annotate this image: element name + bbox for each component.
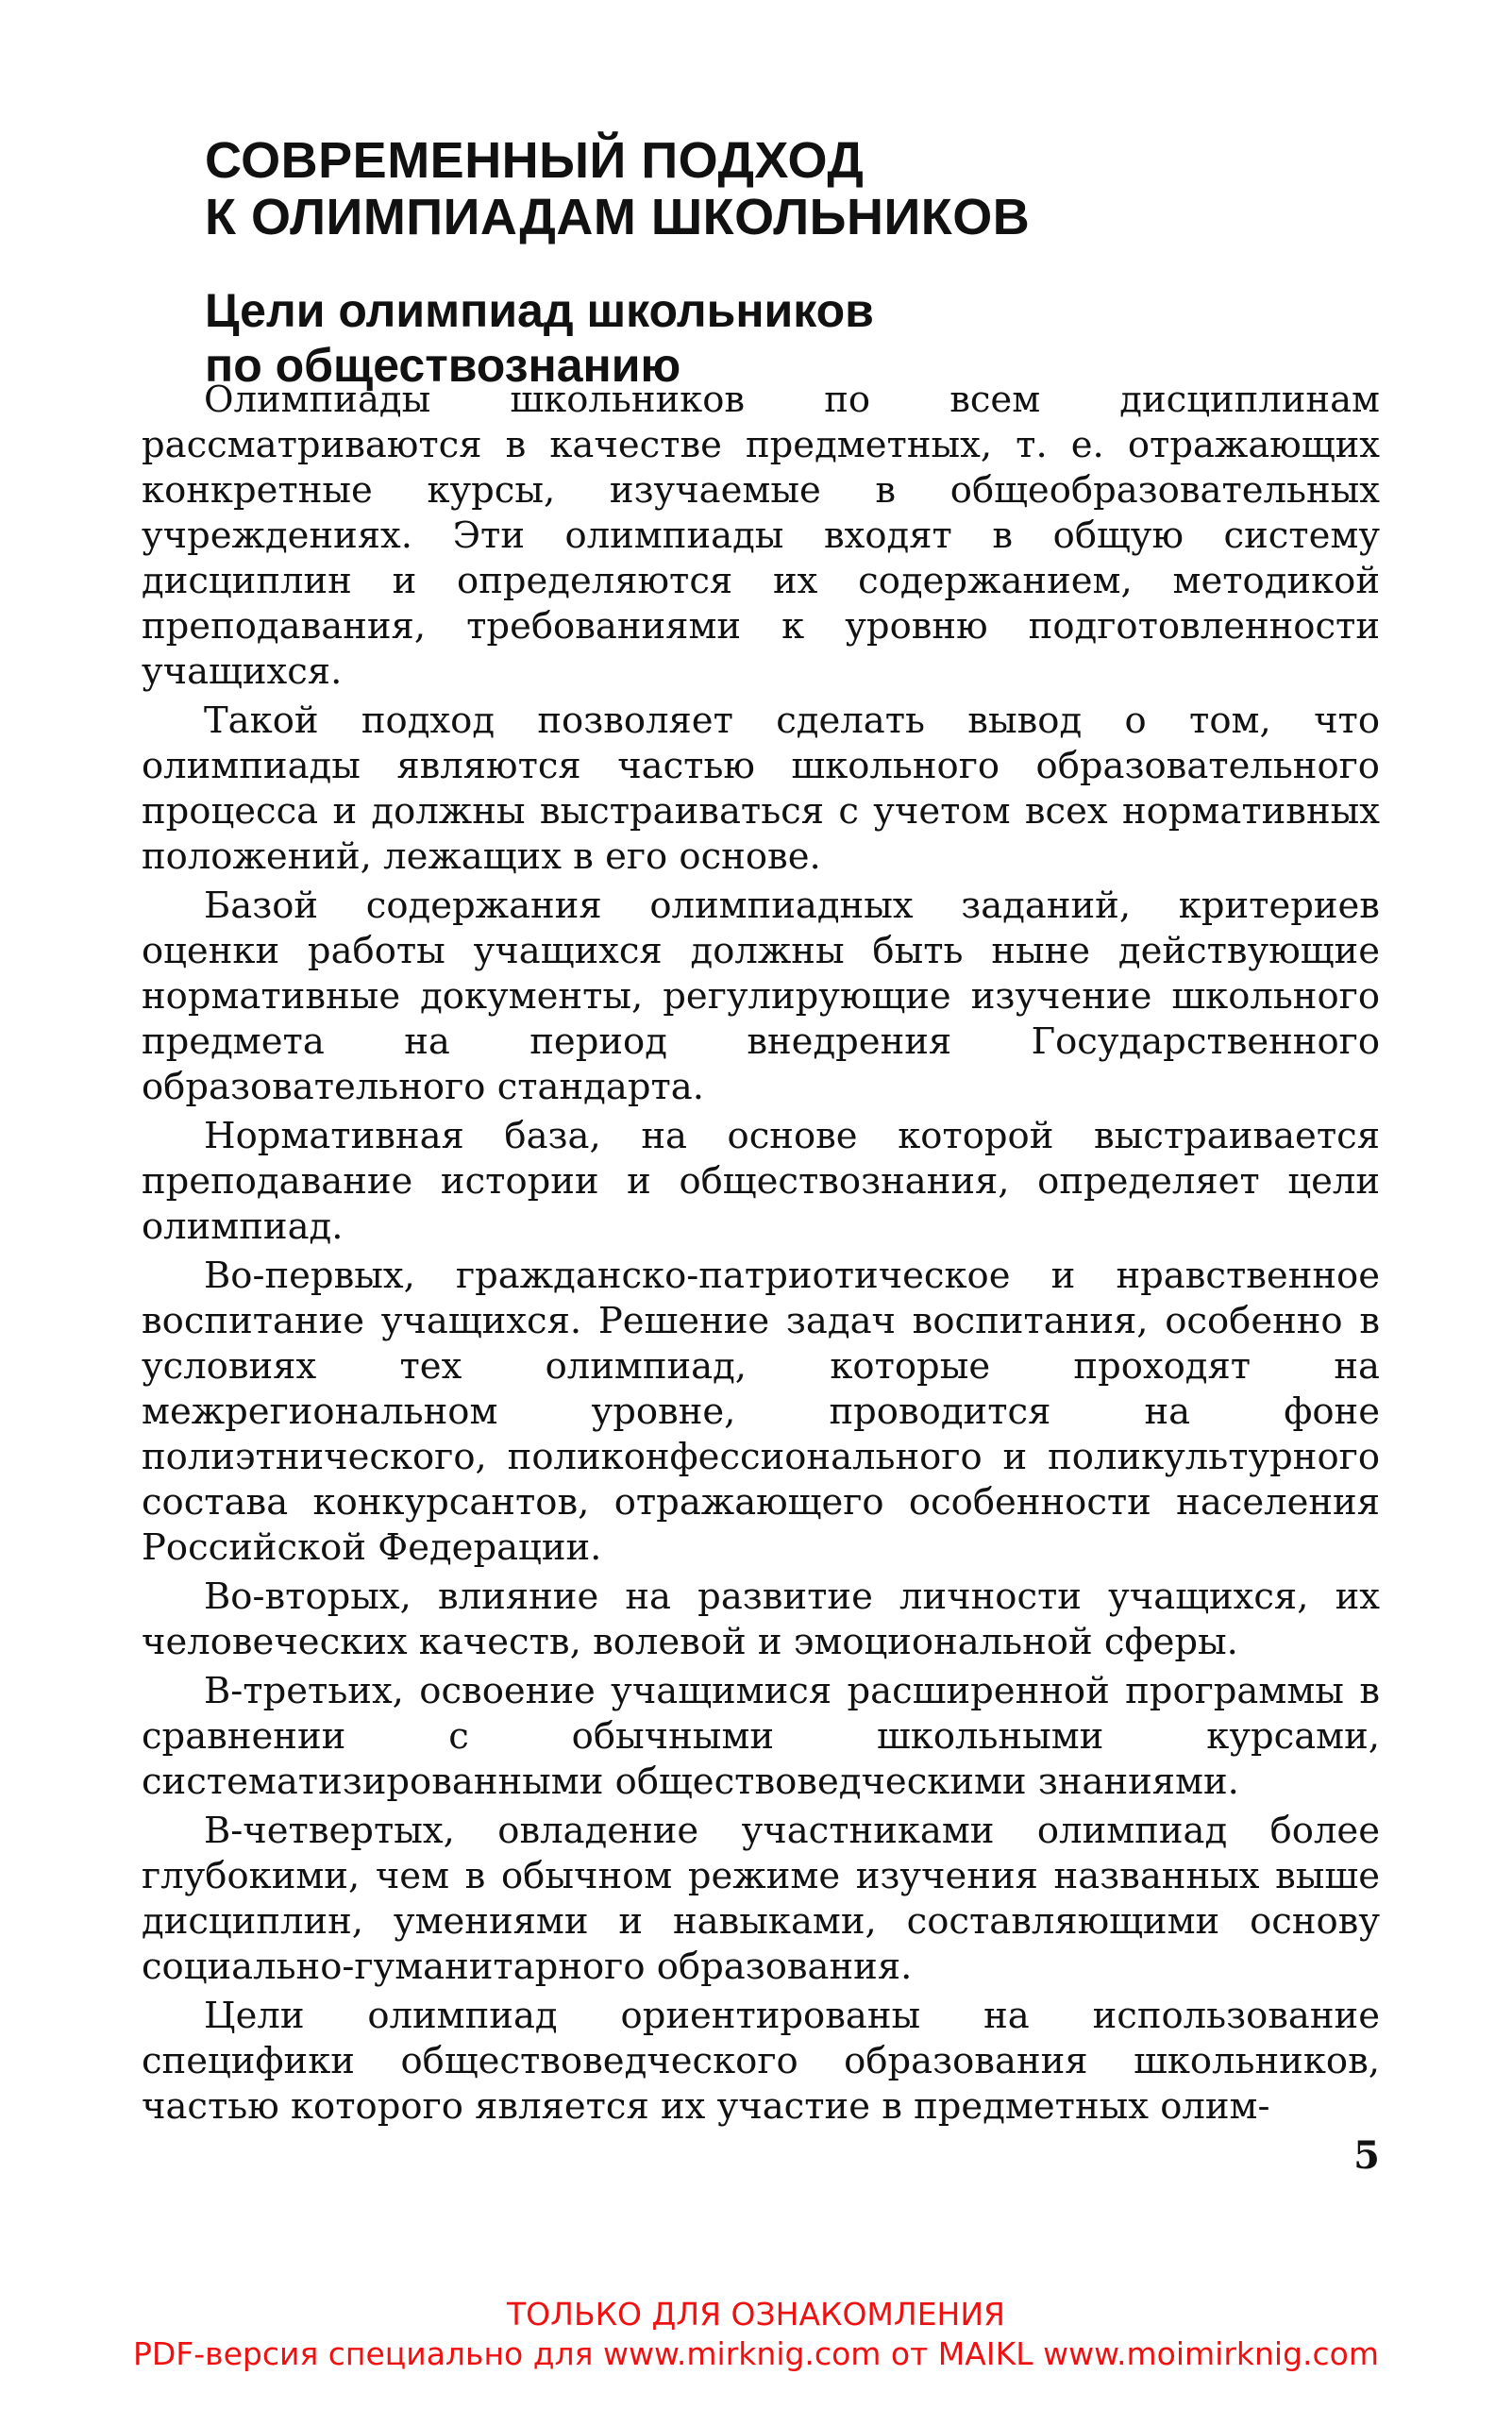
body-text <box>142 378 1380 2133</box>
paragraph: Базой содержания олимпиадных заданий, критериев оценки работы учащихся должны быть ныне действующие нормативные документы, регулирующие изучение школьного предмета на период внедрения Государственного образовательного стандарта. <box>142 884 1380 1108</box>
paragraph: Во-первых, гражданско-патриотическое и нравственное воспитание учащихся. Решение задач воспитания, особенно в условиях тех олимпиад, которые проходят на межрегиональном уровне, проводится на фоне полиэтнического, поликонфессионального и поликультурного состава конкурсантов, отражающего особенности населения Российской Федерации. <box>142 1255 1380 1569</box>
page-number: 5 <box>1353 2133 1380 2178</box>
paragraph: Такой подход позволяет сделать вывод о том, что олимпиады являются частью школьного образовательного процесса и должны выстраиваться с учетом всех нормативных положений, лежащих в его основе. <box>142 699 1380 878</box>
paragraph: В-третьих, освоение учащимися расширенной программы в сравнении с обычными школьными курсами, систематизированными обществоведческими знаниями. <box>142 1670 1380 1803</box>
paragraph: В-четвертых, овладение участниками олимпиад более глубокими, чем в обычном режиме изучения названных выше дисциплин, умениями и навыками, составляющими основу социально-гуманитарного образования. <box>142 1810 1380 1988</box>
section-title <box>205 283 1394 393</box>
watermark-line-2: PDF-версия специально для www.mirknig.com от MAIKL www.moimirknig.com <box>132 2335 1380 2372</box>
paragraph: Цели олимпиад ориентированы на использование специфики обществоведческого образования школьников, частью которого является их участие в предметных олим- <box>142 1995 1380 2128</box>
chapter-title-line-2: К ОЛИМПИАДАМ ШКОЛЬНИКОВ <box>205 189 1031 245</box>
chapter-title <box>205 132 1394 245</box>
section-title-line-1: Цели олимпиад школьников <box>205 284 874 337</box>
chapter-title-line-1: СОВРЕМЕННЫЙ ПОДХОД <box>205 132 865 189</box>
heading-block <box>205 132 1394 393</box>
paragraph: Олимпиады школьников по всем дисциплинам рассматриваются в качестве предметных, т. е. отражающих конкретные курсы, изучаемые в общеобразовательных учреждениях. Эти олимпиады входят в общую систему дисциплин и определяются их содержанием, методикой преподавания, требованиями к уровню подготовленности учащихся. <box>142 379 1380 693</box>
paragraph: Нормативная база, на основе которой выстраивается преподавание истории и обществознания, определяет цели олимпиад. <box>142 1115 1380 1248</box>
paragraph: Во-вторых, влияние на развитие личности учащихся, их человеческих качеств, волевой и эмоциональной сферы. <box>142 1575 1380 1663</box>
watermark-line-1: ТОЛЬКО ДЛЯ ОЗНАКОМЛЕНИЯ <box>507 2296 1005 2333</box>
section-title-line-2: по обществознанию <box>205 339 681 392</box>
